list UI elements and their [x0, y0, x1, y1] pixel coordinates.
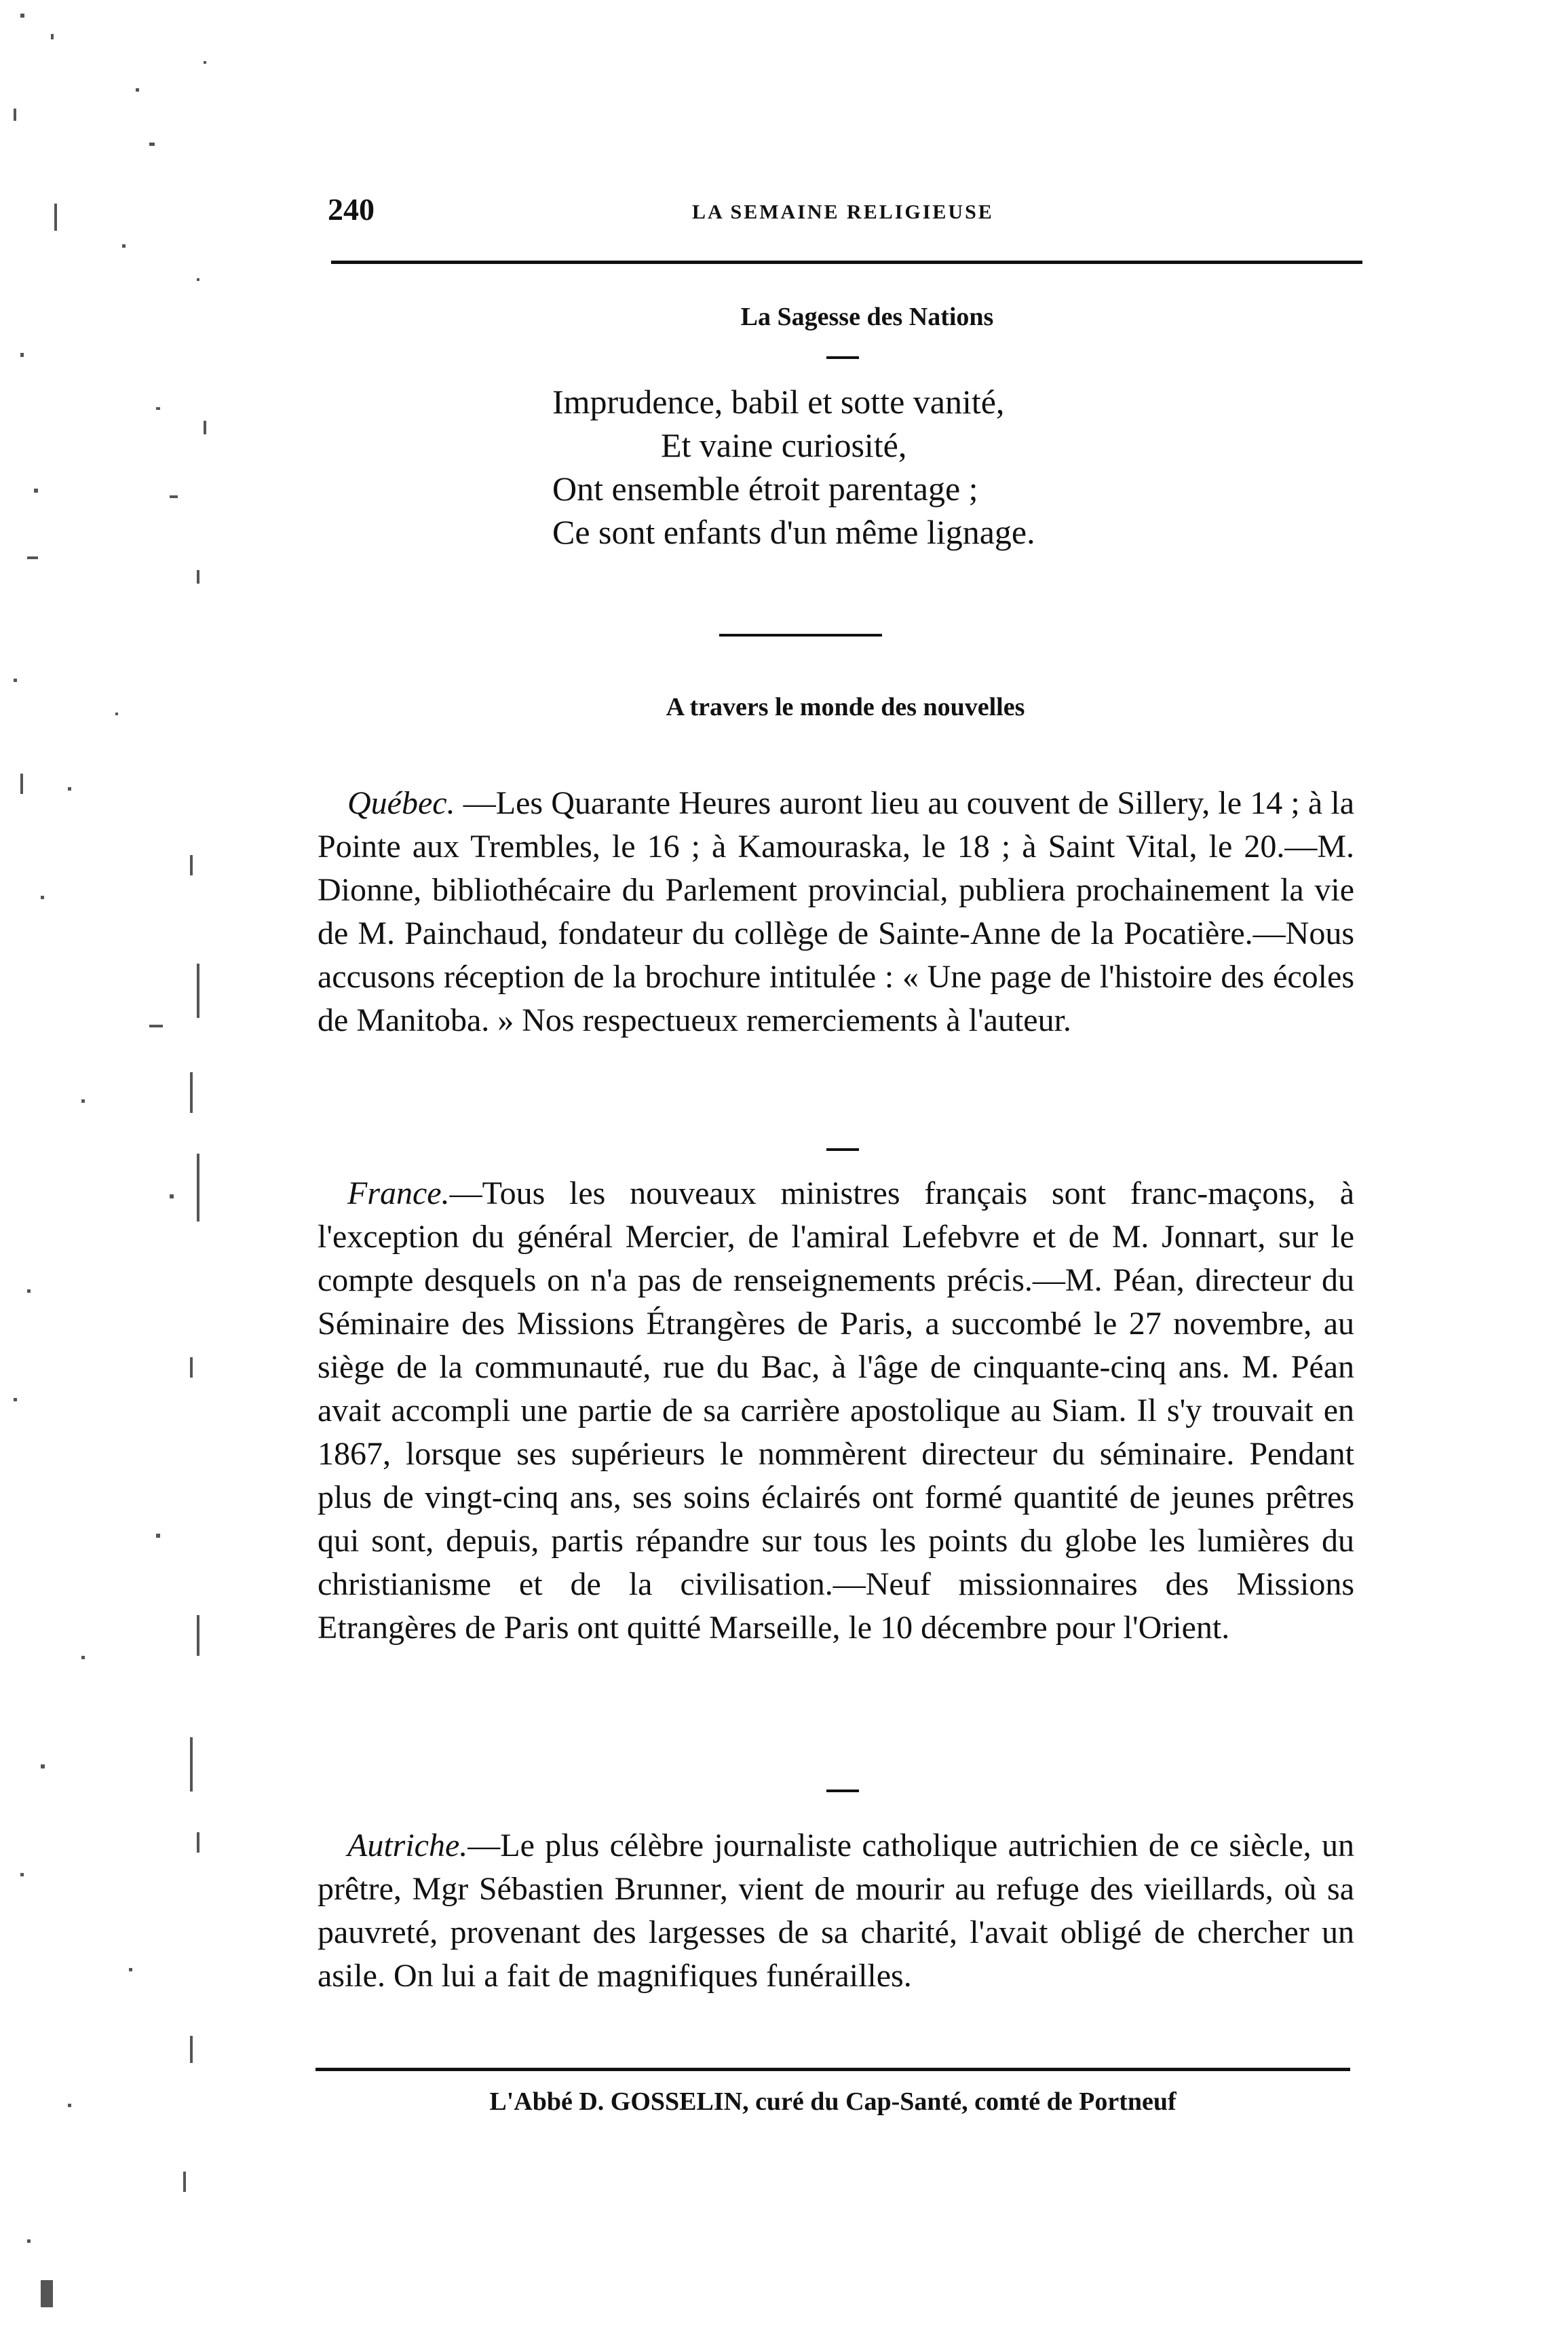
- running-title: LA SEMAINE RELIGIEUSE: [692, 201, 994, 223]
- section-rule: [719, 634, 882, 637]
- poem-line: Ce sont enfants d'un même lignage.: [552, 513, 1035, 551]
- margin-scan-specks: [0, 0, 231, 2329]
- poem-title: La Sagesse des Nations: [740, 303, 994, 331]
- paragraph-lead: Québec.: [347, 785, 455, 821]
- poem: [552, 380, 1035, 554]
- news-paragraph-france: [318, 1172, 1354, 1650]
- poem-line: Et vaine curiosité,: [661, 426, 907, 464]
- signature: L'Abbé D. GOSSELIN, curé du Cap-Santé, comté de Portneuf: [489, 2087, 1177, 2116]
- paragraph-text: —Tous les nouveaux ministres français sont franc-maçons, à l'exception du général Mercier, de l'amiral Lefebvre et de M. Jonnart, sur le compte desquels on n'a pas de renseignements précis.—M. Péan, directeur du Séminaire des Missions Étrangères de Paris, a succombé le 27 novembre, au siège de la communauté, rue du Bac, à l'âge de cinquante-cinq ans. M. Péan avait accompli une partie de sa carrière apostolique au Siam. Il s'y trouvait en 1867, lorsque ses supérieurs le nommèrent directeur du séminaire. Pendant plus de vingt-cinq ans, ses soins éclairés ont formé quantité de jeunes prêtres qui sont, depuis, partis répandre sur tous les points du globe les lumières du christianisme et de la civilisation.—Neuf missionnaires des Missions Etrangères de Paris ont quitté Marseille, le 10 décembre pour l'Orient.: [318, 1175, 1354, 1646]
- poem-title-dash: [826, 356, 859, 359]
- news-paragraph-quebec: [318, 782, 1354, 1042]
- news-paragraph-autriche: [318, 1824, 1354, 1998]
- page-number: 240: [328, 192, 375, 227]
- paragraph-separator-dash: [826, 1148, 859, 1151]
- poem-line: Imprudence, babil et sotte vanité,: [552, 383, 1005, 421]
- footer-rule: [315, 2068, 1350, 2071]
- poem-line: Ont ensemble étroit parentage ;: [552, 470, 978, 508]
- header-rule: [331, 261, 1362, 264]
- news-title: A travers le monde des nouvelles: [666, 693, 1025, 721]
- paragraph-text: —Les Quarante Heures auront lieu au couvent de Sillery, le 14 ; à la Pointe aux Trembles, le 16 ; à Kamouraska, le 18 ; à Saint Vital, le 20.—M. Dionne, bibliothécaire du Parlement provincial, publiera prochainement la vie de M. Painchaud, fondateur du collège de Sainte-Anne de la Pocatière.—Nous accusons réception de la brochure intitulée : « Une page de l'histoire des écoles de Manitoba. » Nos respectueux remerciements à l'auteur.: [318, 785, 1354, 1038]
- paragraph-separator-dash: [826, 1790, 859, 1792]
- paragraph-lead: Autriche.: [347, 1828, 468, 1863]
- paragraph-lead: France.: [347, 1175, 450, 1211]
- paragraph-text: —Le plus célèbre journaliste catholique autrichien de ce siècle, un prêtre, Mgr Sébastien Brunner, vient de mourir au refuge des vieillards, où sa pauvreté, provenant des largesses de sa charité, l'avait obligé de chercher un asile. On lui a fait de magnifiques funérailles.: [318, 1828, 1354, 1994]
